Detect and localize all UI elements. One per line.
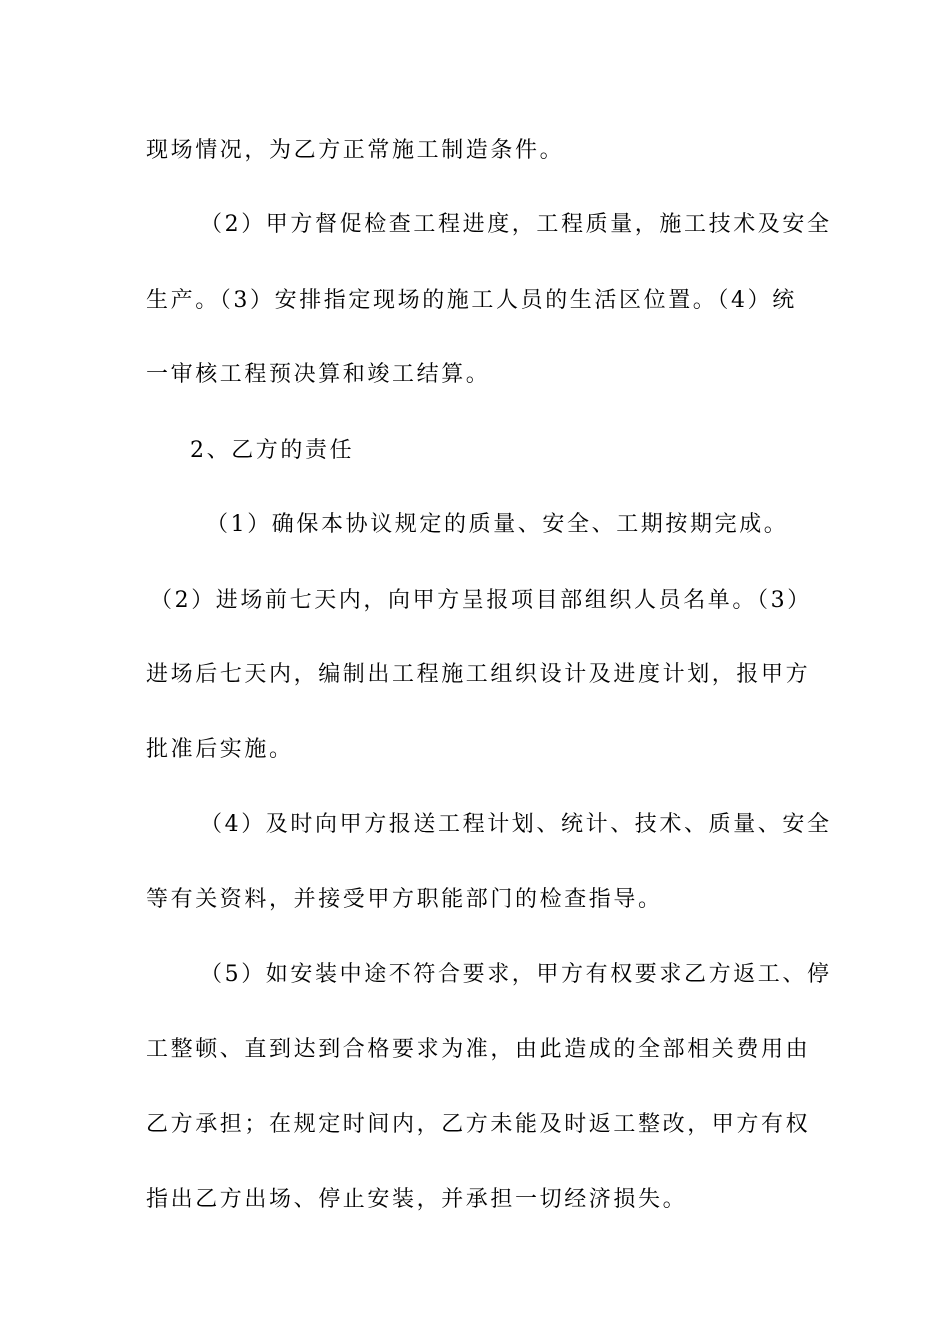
text-line-3: 生产。（3）安排指定现场的施工人员的生活区位置。（4）统 bbox=[146, 288, 797, 313]
text-line-4: 一审核工程预决算和竣工结算。 bbox=[146, 362, 491, 387]
text-line-11: 等有关资料，并接受甲方职能部门的检查指导。 bbox=[146, 887, 663, 912]
text-line-6: （1）确保本协议规定的质量、安全、工期按期完成。 bbox=[206, 512, 789, 537]
text-line-9: 批准后实施。 bbox=[146, 737, 294, 762]
text-line-13: 工整顿、直到达到合格要求为准，由此造成的全部相关费用由 bbox=[146, 1037, 811, 1062]
text-line-14: 乙方承担；在规定时间内，乙方未能及时返工整改，甲方有权 bbox=[146, 1112, 811, 1137]
section-heading: 2、乙方的责任 bbox=[190, 438, 355, 463]
text-line-15: 指出乙方出场、停止安装，并承担一切经济损失。 bbox=[146, 1187, 688, 1212]
text-line-2: （2）甲方督促检查工程进度，工程质量，施工技术及安全 bbox=[200, 212, 832, 237]
text-line-12: （5）如安装中途不符合要求，甲方有权要求乙方返工、停 bbox=[200, 962, 832, 987]
text-line-1: 现场情况，为乙方正常施工制造条件。 bbox=[146, 138, 565, 163]
text-line-7: （2）进场前七天内，向甲方呈报项目部组织人员名单。（3） bbox=[150, 588, 812, 613]
text-line-10: （4）及时向甲方报送工程计划、统计、技术、质量、安全 bbox=[200, 812, 832, 837]
text-line-8: 进场后七天内，编制出工程施工组织设计及进度计划，报甲方 bbox=[146, 662, 811, 687]
